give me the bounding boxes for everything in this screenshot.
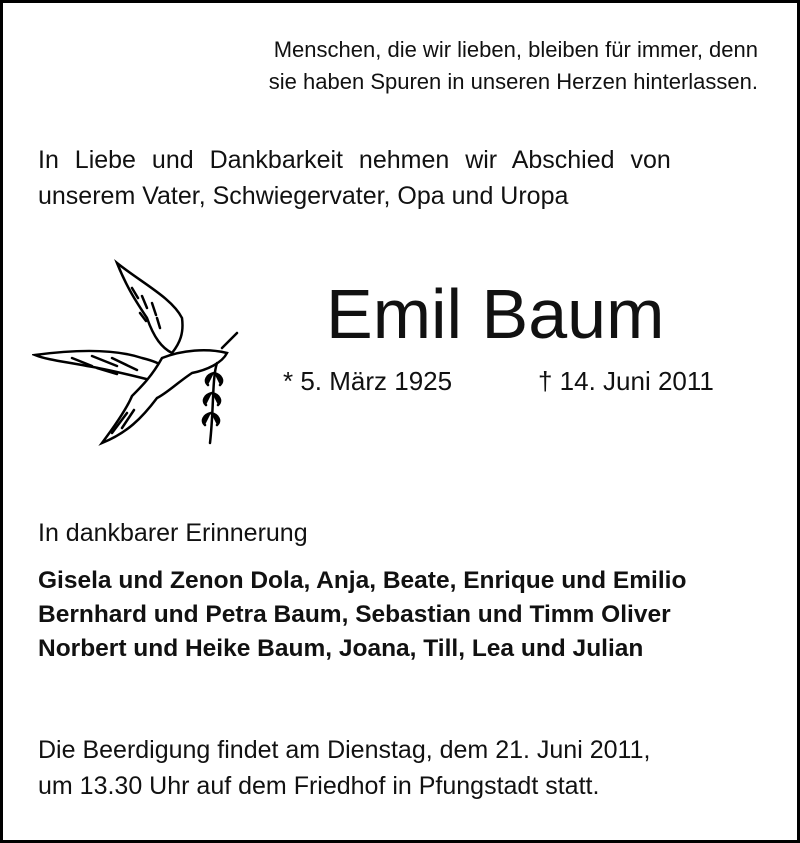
intro — [38, 142, 760, 214]
intro-line-2: unserem Vater, Schwiegervater, Opa und Uropa — [38, 182, 569, 210]
funeral-info — [38, 732, 650, 804]
motto-line: Menschen, die wir lieben, bleiben für immer, denn — [273, 37, 758, 62]
dove-with-olive-branch-icon — [32, 258, 252, 454]
memory-heading: In dankbarer Erinnerung — [38, 519, 308, 547]
family-line: Gisela und Zenon Dola, Anja, Beate, Enrique und Emilio — [38, 567, 687, 594]
funeral-line: um 13.30 Uhr auf dem Friedhof in Pfungstadt statt. — [38, 772, 600, 800]
funeral-line: Die Beerdigung findet am Dienstag, dem 21. Juni 2011, — [38, 736, 651, 764]
intro-line-1 — [38, 142, 760, 178]
motto — [269, 34, 758, 98]
family-list — [38, 564, 686, 666]
birth-date: * 5. März 1925 — [283, 366, 453, 396]
intro-text: In Liebe und Dankbarkeit nehmen wir Abschied von — [38, 146, 671, 174]
death-date: † 14. Juni 2011 — [538, 366, 714, 396]
deceased-name: Emil Baum — [326, 275, 665, 353]
motto-line: sie haben Spuren in unseren Herzen hinterlassen. — [268, 69, 758, 94]
family-line: Bernhard und Petra Baum, Sebastian und Timm Oliver — [38, 601, 671, 628]
family-line: Norbert und Heike Baum, Joana, Till, Lea und Julian — [38, 635, 644, 662]
